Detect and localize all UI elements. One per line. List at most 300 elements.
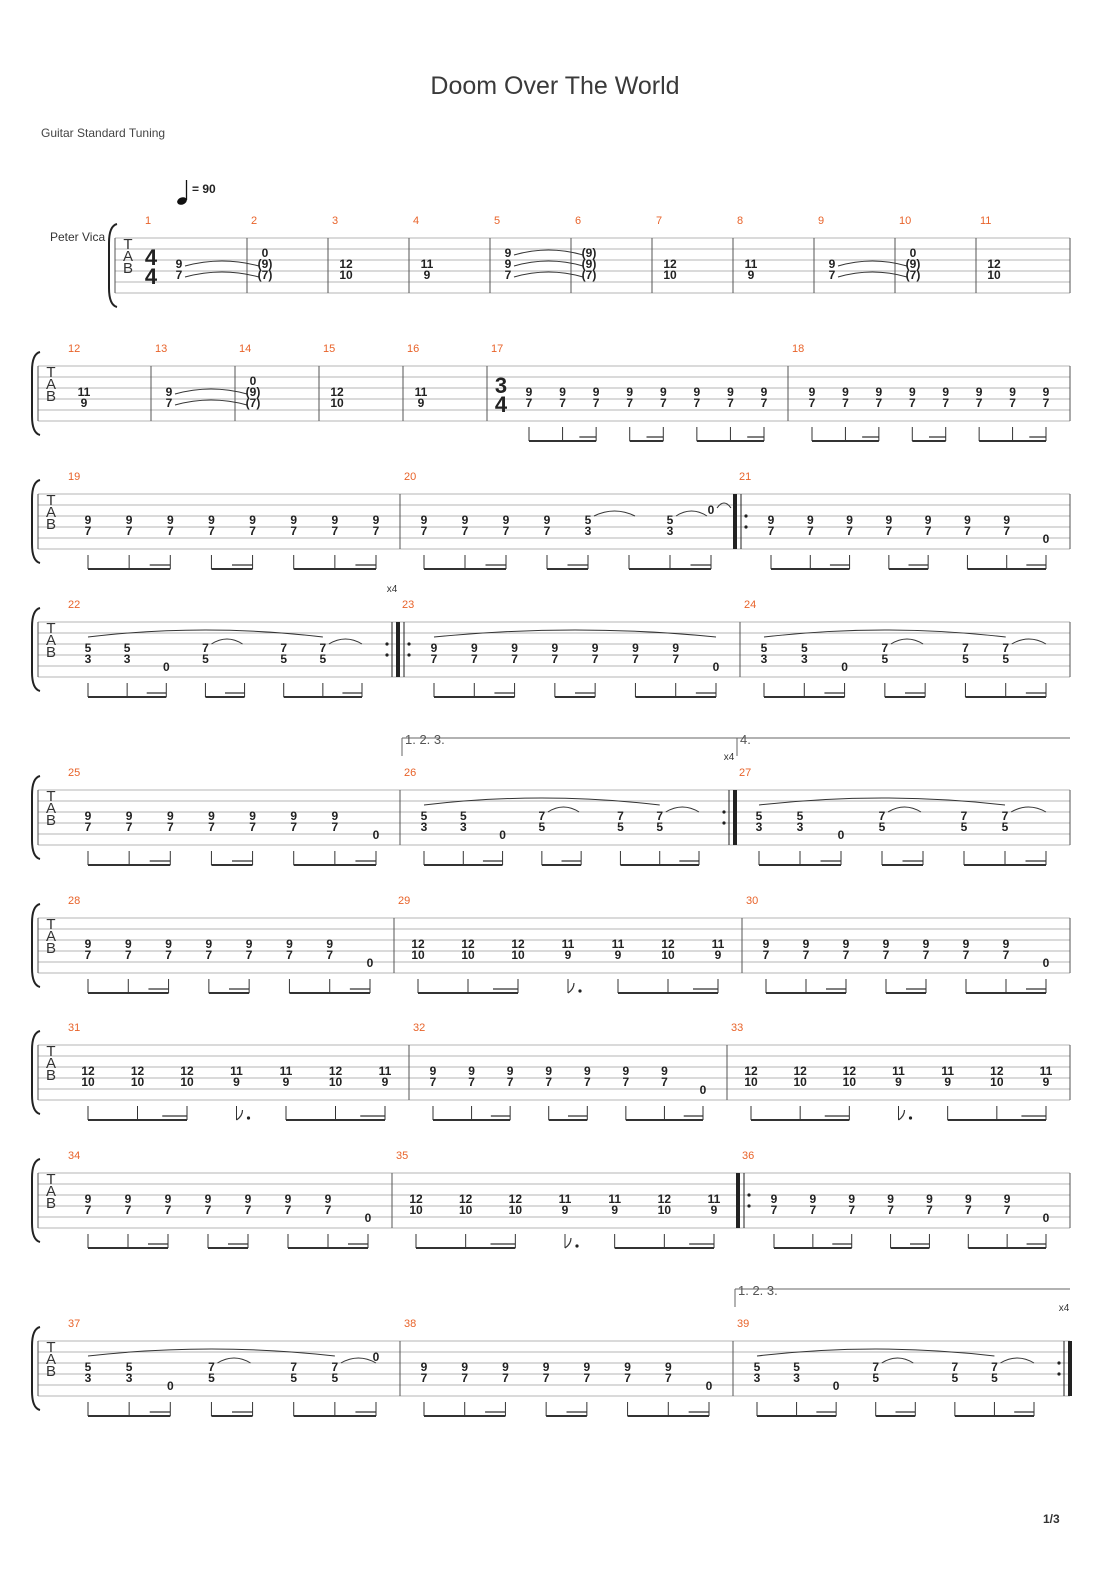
note-tie	[1012, 639, 1046, 644]
fret-number: 7	[583, 1075, 591, 1089]
repeat-dot	[1057, 1361, 1060, 1364]
fret-number: 9	[468, 1064, 475, 1078]
fret-number: 7	[626, 396, 634, 410]
fret-number: 10	[339, 268, 353, 282]
fret-number: 10	[508, 1203, 523, 1217]
fret-number: 9	[165, 385, 173, 399]
fret-number: 9	[762, 937, 770, 951]
fret-number: 10	[793, 1075, 807, 1089]
tab-clef-letter: B	[122, 260, 134, 277]
fret-number: 11	[414, 385, 428, 399]
fret-number: 7	[1002, 948, 1010, 962]
fret-number: 5	[666, 513, 674, 527]
fret-number: 10	[990, 1075, 1004, 1089]
fret-number: 7	[245, 948, 253, 962]
repeat-dot	[407, 653, 410, 656]
fret-number: 9	[842, 385, 849, 399]
note-tie	[666, 807, 699, 812]
fret-number: 3	[755, 820, 763, 834]
tab-clef-letter: T	[46, 364, 56, 381]
fret-number: 5	[202, 652, 209, 666]
bar-number: 6	[575, 215, 582, 227]
fret-number: 0	[712, 660, 720, 674]
fret-number: 7	[962, 948, 970, 962]
fret-number: 5	[1002, 652, 1010, 666]
fret-number: 5	[123, 641, 131, 655]
fret-number: 3	[420, 820, 428, 834]
fret-number: 7	[846, 524, 853, 538]
fret-number: 7	[280, 641, 288, 655]
fret-number: 7	[806, 524, 814, 538]
fret-number: 7	[208, 820, 215, 834]
fret-number: 9	[664, 1360, 672, 1374]
fret-number: 9	[962, 937, 970, 951]
tab-clef-letter: B	[45, 516, 57, 533]
fret-number: 9	[233, 1075, 240, 1089]
fret-number: 5	[617, 820, 624, 834]
fret-number: 7	[429, 1075, 437, 1089]
fret-number: (7)	[581, 268, 597, 282]
fret-number: 5	[951, 1371, 959, 1385]
fret-number: 5	[796, 809, 804, 823]
fret-number: 7	[760, 396, 768, 410]
repeat-dot	[722, 821, 725, 824]
note-tie	[514, 261, 583, 266]
fret-number: 7	[964, 1203, 972, 1217]
tab-clef-letter: T	[46, 492, 56, 509]
fret-number: 3	[753, 1371, 761, 1385]
fret-number: 0	[909, 246, 917, 260]
tab-clef-letter: T	[46, 916, 56, 933]
fret-number: 7	[842, 396, 849, 410]
fret-number: 9	[542, 1360, 550, 1374]
fret-number: (7)	[257, 268, 273, 282]
time-signature-bottom: 4	[494, 392, 508, 417]
fret-number: 3	[760, 652, 768, 666]
fret-number: 9	[975, 385, 983, 399]
fret-number: 11	[707, 1192, 721, 1206]
repeat-dot	[385, 653, 388, 656]
fret-number: 9	[125, 513, 133, 527]
fret-number: 9	[331, 809, 339, 823]
fret-number: 7	[622, 1075, 630, 1089]
fret-number: 5	[755, 809, 763, 823]
fret-number: 7	[84, 820, 92, 834]
note-tie	[211, 639, 242, 644]
fret-number: 7	[991, 1360, 998, 1374]
note-tie	[185, 272, 259, 277]
fret-number: 9	[1042, 1075, 1050, 1089]
fret-number: 9	[430, 641, 438, 655]
fret-number: 7	[617, 809, 624, 823]
dot-mark	[909, 1116, 912, 1119]
bar-number: 4	[413, 215, 420, 227]
tab-clef-letter: B	[45, 1195, 57, 1212]
dot-mark	[578, 989, 581, 992]
fret-number: 7	[661, 1075, 668, 1089]
note-flag	[899, 1110, 905, 1120]
fret-number: 7	[656, 809, 664, 823]
fret-number: 9	[875, 385, 883, 399]
tab-clef-letter: T	[123, 236, 133, 253]
fret-number: 7	[175, 268, 183, 282]
fret-number: 9	[926, 1192, 933, 1206]
fret-number: 9	[622, 1064, 630, 1078]
note-tie	[838, 261, 907, 266]
fret-number: 5	[1001, 820, 1009, 834]
fret-number: 9	[885, 513, 893, 527]
fret-number: 3	[84, 652, 92, 666]
fret-number: 9	[802, 937, 810, 951]
fret-number: 7	[942, 396, 950, 410]
repeat-dot	[1057, 1372, 1060, 1375]
fret-number: 7	[84, 524, 92, 538]
fret-number: 7	[875, 396, 883, 410]
fret-number: 5	[319, 652, 327, 666]
fret-number: 5	[84, 1360, 92, 1374]
fret-number: (9)	[257, 257, 273, 271]
system-bracket	[32, 1327, 40, 1410]
fret-number: 7	[1042, 396, 1050, 410]
fret-number: 0	[707, 503, 715, 517]
bar-number: 7	[656, 215, 663, 227]
fret-number: 7	[202, 641, 209, 655]
fret-number: 9	[1002, 937, 1010, 951]
fret-number: 7	[166, 524, 174, 538]
fret-number: 7	[848, 1203, 856, 1217]
track-name: Peter Vica	[50, 230, 106, 244]
note-tie	[514, 272, 583, 277]
fret-number: 5	[538, 820, 546, 834]
bar-number: 3	[332, 215, 339, 227]
fret-number: 7	[205, 948, 213, 962]
fret-number: 7	[659, 396, 667, 410]
repeat-dot	[747, 1204, 750, 1207]
time-signature-top: 4	[144, 245, 158, 270]
bar-number: 28	[68, 895, 81, 907]
bar-number: 23	[402, 599, 415, 611]
bar-number: 22	[68, 599, 81, 611]
fret-number: 9	[922, 937, 930, 951]
fret-number: 0	[166, 1379, 174, 1393]
fret-number: 9	[326, 937, 334, 951]
fret-number: 5	[208, 1371, 215, 1385]
fret-number: 11	[77, 385, 91, 399]
fret-number: 9	[249, 513, 256, 527]
fret-number: 7	[1001, 809, 1009, 823]
fret-number: 12	[130, 1064, 145, 1078]
fret-number: 7	[632, 652, 639, 666]
fret-number: 10	[328, 1075, 343, 1089]
fret-number: 9	[124, 937, 132, 951]
tab-clef-letter: T	[46, 620, 56, 637]
fret-number: 5	[584, 513, 592, 527]
fret-number: 7	[124, 1203, 132, 1217]
volta-label: 4.	[740, 732, 751, 747]
bar-number: 25	[68, 767, 81, 779]
fret-number: 7	[502, 1371, 509, 1385]
fret-number: 9	[672, 641, 680, 655]
fret-number: 9	[506, 1064, 514, 1078]
fret-number: 5	[960, 820, 968, 834]
fret-number: 9	[164, 1192, 172, 1206]
bar-number: 30	[746, 895, 759, 907]
bar-number: 5	[494, 215, 501, 227]
fret-number: 7	[908, 396, 916, 410]
fret-number: 9	[564, 948, 572, 962]
fret-number: 9	[372, 513, 380, 527]
fret-number: 9	[166, 809, 174, 823]
fret-number: 10	[663, 268, 677, 282]
fret-number: 7	[922, 948, 930, 962]
fret-number: 9	[208, 513, 215, 527]
fret-number: 10	[411, 948, 425, 962]
note-flag	[565, 1238, 571, 1248]
fret-number: 9	[420, 513, 428, 527]
fret-number: 10	[330, 396, 344, 410]
fret-number: 7	[545, 1075, 553, 1089]
fret-number: 3	[796, 820, 804, 834]
system-bracket	[32, 1159, 40, 1242]
bar-number: 14	[239, 343, 252, 355]
fret-number: 9	[842, 937, 850, 951]
fret-number: 11	[744, 257, 758, 271]
fret-number: 9	[381, 1075, 389, 1089]
fret-number: 9	[461, 1360, 469, 1374]
fret-number: 7	[164, 1203, 172, 1217]
fret-number: 12	[81, 1064, 95, 1078]
fret-number: 5	[793, 1360, 800, 1374]
fret-number: 10	[180, 1075, 194, 1089]
note-tie	[329, 639, 362, 644]
note-tie	[514, 250, 583, 255]
bar-number: 31	[68, 1022, 81, 1034]
fret-number: 9	[504, 246, 512, 260]
bar-number: 17	[491, 343, 504, 355]
fret-number: 7	[542, 1371, 550, 1385]
fret-number: 7	[124, 948, 132, 962]
fret-number: 9	[331, 513, 339, 527]
fret-number: 7	[872, 1360, 880, 1374]
fret-number: 7	[842, 948, 850, 962]
fret-number: 7	[84, 1203, 92, 1217]
fret-number: 7	[770, 1203, 778, 1217]
fret-number: 9	[545, 1064, 553, 1078]
fret-number: 7	[125, 820, 133, 834]
fret-number: 7	[331, 1360, 339, 1374]
fret-number: 9	[828, 257, 836, 271]
fret-number: 9	[205, 937, 213, 951]
note-tie	[594, 511, 635, 516]
bar-number: 26	[404, 767, 417, 779]
fret-number: 0	[261, 246, 269, 260]
note-tie	[882, 1358, 914, 1363]
page-number: 1/3	[1043, 1512, 1060, 1526]
fret-number: 12	[987, 257, 1001, 271]
fret-number: 7	[1009, 396, 1016, 410]
bar-number: 20	[404, 471, 417, 483]
fret-number: 7	[1002, 641, 1010, 655]
fret-number: 5	[420, 809, 428, 823]
fret-number: 0	[372, 1350, 380, 1364]
fret-number: 12	[842, 1064, 857, 1078]
fret-number: 10	[657, 1203, 672, 1217]
fret-number: 7	[430, 652, 438, 666]
fret-number: 12	[409, 1192, 423, 1206]
fret-number: 9	[543, 513, 551, 527]
fret-number: (7)	[905, 268, 921, 282]
system-bracket	[32, 1031, 40, 1114]
bar-number: 18	[792, 343, 805, 355]
fret-number: 11	[420, 257, 434, 271]
tab-clef-letter: B	[45, 388, 57, 405]
tab-clef-letter: B	[45, 940, 57, 957]
fret-number: 0	[832, 1379, 840, 1393]
tab-clef-letter: B	[45, 812, 57, 829]
note-flag	[568, 983, 574, 993]
bar-number: 11	[980, 215, 992, 227]
fret-number: 12	[511, 937, 525, 951]
fret-number: 9	[848, 1192, 856, 1206]
fret-number: 7	[290, 1360, 298, 1374]
fret-number: 7	[470, 652, 478, 666]
fret-number: 7	[664, 1371, 672, 1385]
fret-number: 7	[525, 396, 533, 410]
fret-number: 12	[508, 1192, 523, 1206]
repeat-dot	[747, 1193, 750, 1196]
fret-number: 7	[125, 524, 133, 538]
tab-clef-letter: A	[45, 1183, 57, 1200]
fret-number: 9	[806, 513, 814, 527]
tab-clef-letter: A	[45, 376, 57, 393]
fret-number: 10	[661, 948, 675, 962]
fret-number: 10	[842, 1075, 857, 1089]
fret-number: 10	[744, 1075, 758, 1089]
tab-clef-letter: T	[46, 788, 56, 805]
fret-number: 12	[328, 1064, 343, 1078]
fret-number: 10	[409, 1203, 423, 1217]
fret-number: 7	[926, 1203, 933, 1217]
fret-number: 9	[290, 809, 298, 823]
bar-number: 10	[899, 215, 912, 227]
fret-number: 0	[249, 374, 257, 388]
repeat-count: x4	[1058, 1303, 1070, 1314]
fret-number: 0	[372, 828, 380, 842]
fret-number: 9	[846, 513, 853, 527]
fret-number: 9	[208, 809, 215, 823]
fret-number: 7	[324, 1203, 332, 1217]
fret-number: 11	[279, 1064, 293, 1078]
tab-clef-letter: T	[46, 1171, 56, 1188]
fret-number: 0	[364, 1211, 372, 1225]
fret-number: 12	[661, 937, 675, 951]
fret-number: 9	[429, 1064, 437, 1078]
fret-number: 5	[280, 652, 288, 666]
note-tie	[1000, 1358, 1034, 1363]
fret-number: 9	[423, 268, 431, 282]
tab-clef-letter: A	[45, 1055, 57, 1072]
tab-clef-letter: B	[45, 1067, 57, 1084]
fret-number: 7	[420, 524, 428, 538]
bar-number: 38	[404, 1318, 417, 1330]
system-bracket	[109, 224, 117, 307]
fret-number: 7	[543, 524, 551, 538]
fret-number: 7	[591, 652, 599, 666]
fret-number: 9	[286, 937, 293, 951]
fret-number: 12	[793, 1064, 807, 1078]
repeat-dot	[722, 810, 725, 813]
fret-number: 7	[326, 948, 334, 962]
fret-number: 7	[964, 524, 971, 538]
fret-number: 3	[800, 652, 808, 666]
fret-number: 9	[659, 385, 667, 399]
fret-number: 9	[511, 641, 518, 655]
fret-number: 7	[592, 396, 600, 410]
fret-number: 10	[81, 1075, 95, 1089]
fret-number: 11	[561, 937, 575, 951]
fret-number: 10	[461, 948, 475, 962]
fret-number: 5	[872, 1371, 880, 1385]
tab-clef-letter: A	[45, 800, 57, 817]
system-bracket	[32, 480, 40, 563]
fret-number: 7	[767, 524, 775, 538]
fret-number: 9	[882, 937, 890, 951]
fret-number: 9	[661, 1064, 668, 1078]
bar-number: 2	[251, 215, 258, 227]
fret-number: 9	[165, 937, 172, 951]
fret-number: 11	[608, 1192, 622, 1206]
fret-number: 7	[84, 948, 92, 962]
time-signature-top: 3	[494, 373, 508, 398]
dot-mark	[575, 1244, 578, 1247]
fret-number: 7	[1003, 1203, 1011, 1217]
system-bracket	[32, 776, 40, 859]
fret-number: 11	[378, 1064, 392, 1078]
fret-number: 7	[208, 1360, 215, 1374]
fret-number: 9	[583, 1064, 591, 1078]
repeat-dot	[744, 514, 747, 517]
note-tie	[838, 272, 907, 277]
fret-number: 11	[711, 937, 725, 951]
fret-number: 9	[244, 1192, 252, 1206]
fret-number: 3	[584, 524, 592, 538]
fret-number: 7	[165, 948, 172, 962]
fret-number: 12	[411, 937, 425, 951]
fret-number: 9	[125, 809, 133, 823]
fret-number: 9	[525, 385, 533, 399]
fret-number: 7	[975, 396, 983, 410]
fret-number: 7	[244, 1203, 252, 1217]
fret-number: 0	[366, 956, 374, 970]
fret-number: 9	[714, 948, 722, 962]
fret-number: 12	[458, 1192, 473, 1206]
fret-number: 10	[987, 268, 1001, 282]
fret-number: 5	[331, 1371, 339, 1385]
system-bracket	[32, 608, 40, 691]
note-tie	[341, 1358, 376, 1363]
fret-number: 9	[1042, 385, 1050, 399]
bar-number: 13	[155, 343, 168, 355]
bar-number: 12	[68, 343, 81, 355]
fret-number: 7	[538, 809, 546, 823]
note-tie	[185, 261, 259, 266]
fret-number: 5	[753, 1360, 761, 1374]
fret-number: 7	[881, 641, 889, 655]
fret-number: 9	[84, 1192, 92, 1206]
bar-number: 27	[739, 767, 752, 779]
tab-clef-letter: A	[45, 504, 57, 521]
tab-clef-letter: A	[45, 928, 57, 945]
